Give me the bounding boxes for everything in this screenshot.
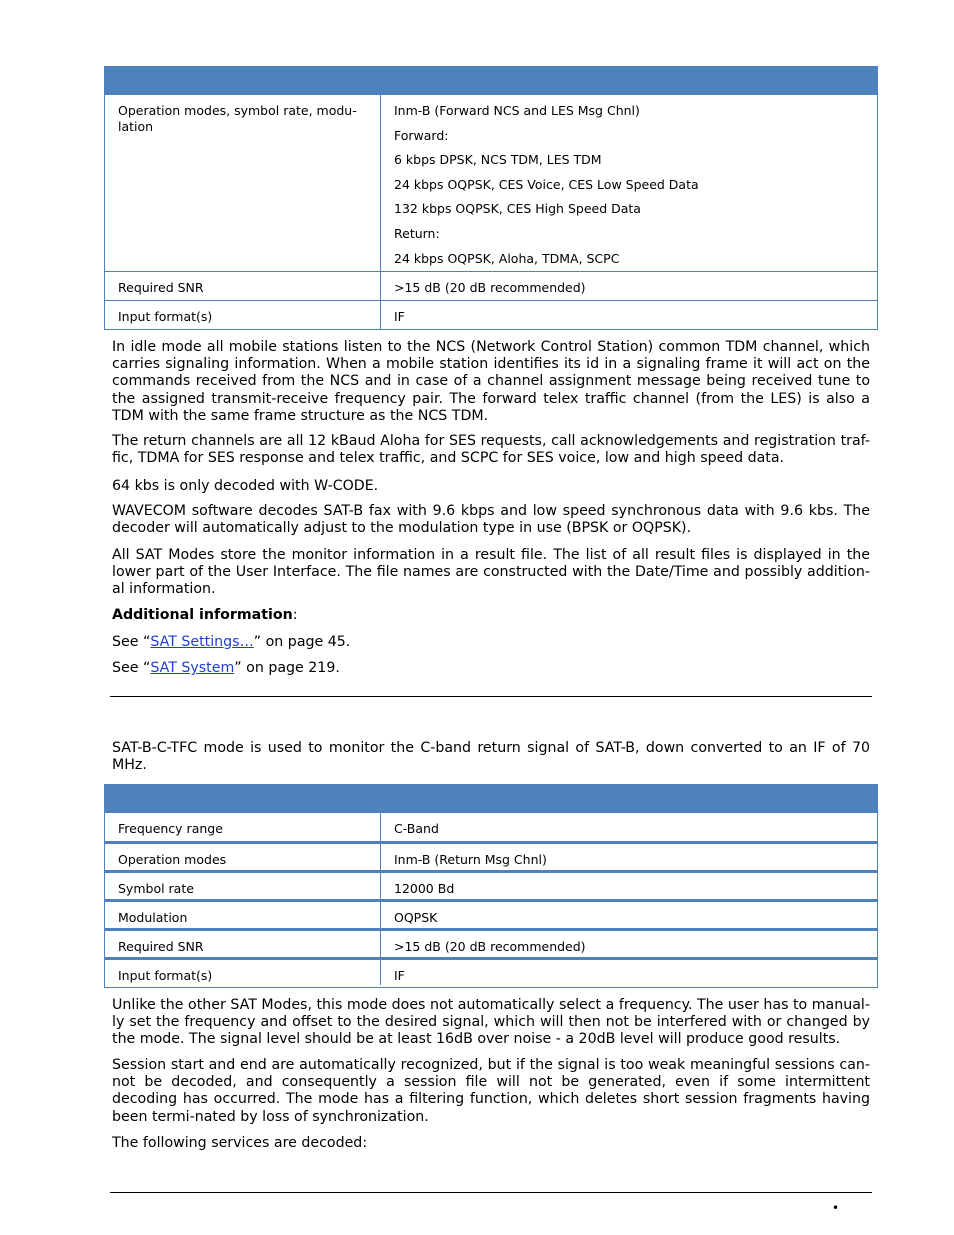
table-key: Required SNR (105, 931, 381, 957)
table-key: Symbol rate (105, 873, 381, 899)
table-value (381, 95, 877, 271)
paragraph-idle-mode: In idle mode all mobile stations listen to the NCS (Network Control Station) common TDM channel, which carries signaling information. When a mobile station identifies its id in a signaling frame it will act on the commands received from the NCS and in case of a channel assignment message being received tune to the assigned transmit-receive frequency pair. The forward telex traffic channel (from the LES) is also a TDM with the same frame structure as the NCS TDM. (112, 339, 870, 424)
additional-info-heading (112, 607, 870, 624)
additional-info-label: Additional information (112, 607, 293, 623)
paragraph-result-file: All SAT Modes store the monitor information in a result file. The list of all result files is displayed in the lower part of the User Interface. The file names are constructed with the Date/Time and possibly addition-al information. (112, 547, 870, 598)
paragraph-services-intro: The following services are decoded: (112, 1135, 368, 1151)
value-line: 24 kbps OQPSK, Aloha, TDMA, SCPC (394, 250, 620, 266)
section-divider (110, 696, 872, 697)
paragraph-return-channels: The return channels are all 12 kBaud Aloha for SES requests, call acknowledgements and registration traf-fic, TDMA for SES response and telex traffic, and SCPC for SES voice, low and high speed data. (112, 433, 870, 467)
key-text: Operation modes, symbol rate, modu-lation (118, 103, 357, 134)
footer-bullet: • (832, 1201, 840, 1215)
footer-divider (110, 1192, 872, 1193)
table-value: Inm-B (Return Msg Chnl) (394, 852, 547, 867)
table-key (105, 95, 381, 271)
paragraph-w-code: 64 kbs is only decoded with W-CODE. (112, 478, 379, 494)
table-row (105, 870, 877, 899)
table-key: Operation modes (105, 844, 381, 870)
value-line: 132 kbps OQPSK, CES High Speed Data (394, 201, 641, 217)
table-key: Input format(s) (105, 960, 381, 985)
table-row (105, 899, 877, 928)
paragraph-session-detection: Session start and end are automatically recognized, but if the signal is too weak meaningful sessions can-not be decoded, and consequently a session file will not be generated, even if some intermittent decoding has occurred. The mode has a filtering function, which deletes short session fragments having been termi-nated by loss of synchronization. (112, 1057, 870, 1125)
value-line: Inm-B (Forward NCS and LES Msg Chnl) (394, 103, 640, 118)
see-also-sat-settings (112, 634, 870, 651)
table-key: Input format(s) (105, 301, 381, 329)
paragraph-manual-frequency: Unlike the other SAT Modes, this mode does not automatically select a frequency. The user has to manual-ly set the frequency and offset to the desired signal, which will then not be interfered with or changed by the mode. The signal level should be at least 16dB over noise - a 20dB level will produce good results. (112, 997, 870, 1048)
see-suffix: ” on page 45. (253, 634, 351, 650)
table-value: OQPSK (394, 910, 438, 925)
table-value: IF (394, 309, 405, 324)
table-value: C-Band (394, 821, 439, 836)
see-suffix: ” on page 219. (234, 660, 340, 676)
table-row (105, 928, 877, 957)
spec-table-sat-b (104, 66, 878, 330)
see-prefix: See “ (112, 660, 151, 676)
spec-table-sat-b-c-tfc (104, 784, 878, 988)
link-sat-system[interactable]: SAT System (150, 660, 235, 676)
additional-info-colon: : (292, 607, 298, 623)
table-row (105, 271, 877, 300)
table-value: >15 dB (20 dB recommended) (394, 939, 586, 954)
table-value: IF (394, 968, 405, 983)
paragraph-fax: WAVECOM software decodes SAT-B fax with 9.6 kbps and low speed synchronous data with 9.6 kbs. The decoder will automatically adjust to the modulation type in use (BPSK or OQPSK). (112, 503, 870, 537)
value-line: Return: (394, 225, 440, 241)
table-row (105, 94, 877, 271)
value-line: 6 kbps DPSK, NCS TDM, LES TDM (394, 152, 602, 168)
table-header-bar (105, 785, 877, 812)
table-key: Required SNR (105, 272, 381, 300)
see-also-sat-system (112, 660, 870, 677)
table-row (105, 957, 877, 985)
table-row (105, 812, 877, 841)
table-key: Frequency range (105, 813, 381, 841)
table-value: >15 dB (20 dB recommended) (394, 280, 586, 295)
paragraph-sat-b-c-tfc: SAT-B-C-TFC mode is used to monitor the C-band return signal of SAT-B, down converted to an IF of 70 MHz. (112, 740, 870, 774)
link-sat-settings[interactable]: SAT Settings… (150, 634, 254, 650)
value-line: Forward: (394, 127, 449, 143)
table-header-bar (105, 67, 877, 94)
table-key: Modulation (105, 902, 381, 928)
value-line: 24 kbps OQPSK, CES Voice, CES Low Speed Data (394, 176, 699, 192)
table-value: 12000 Bd (394, 881, 455, 896)
see-prefix: See “ (112, 634, 151, 650)
table-row (105, 300, 877, 329)
table-row (105, 841, 877, 870)
